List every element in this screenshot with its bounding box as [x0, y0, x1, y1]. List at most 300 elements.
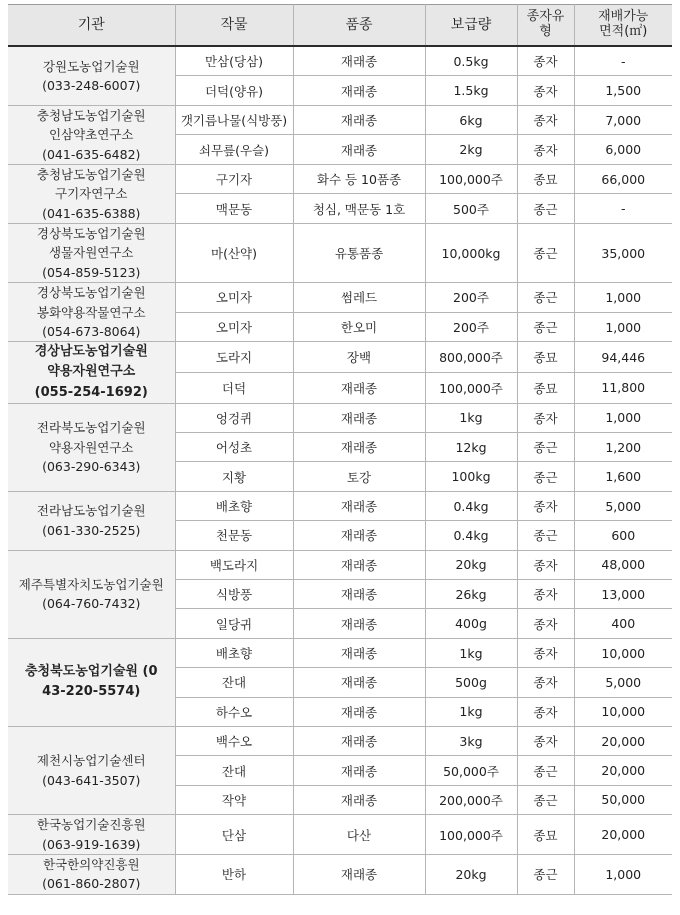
type-cell — [517, 854, 574, 894]
org-line: 경상북도농업기술원 — [36, 226, 146, 242]
type-cell — [517, 403, 574, 432]
crop-cell-text: 단삼 — [221, 827, 247, 843]
amount-cell-text: 20kg — [455, 866, 487, 882]
crop-cell — [175, 372, 293, 403]
amount-cell — [425, 135, 517, 165]
crop-cell-text: 더덕(양유) — [204, 83, 264, 99]
variety-cell — [293, 550, 425, 579]
type-cell — [517, 550, 574, 579]
org-cell — [8, 854, 175, 894]
org-line: 약용자원연구소 — [48, 439, 134, 455]
org-line: 제천시농업기술센터 — [36, 753, 146, 769]
org-line: 전라북도농업기술원 — [36, 420, 146, 436]
org-line: (055-254-1692) — [34, 384, 148, 400]
area-cell — [574, 580, 672, 609]
crop-cell — [175, 194, 293, 224]
area-cell — [574, 491, 672, 520]
type-cell-text: 종근 — [533, 528, 558, 544]
org-cell — [8, 550, 175, 638]
amount-cell — [425, 580, 517, 609]
variety-cell-text: 재래종 — [340, 557, 378, 573]
variety-cell-text: 재래종 — [340, 763, 378, 779]
crop-cell-text: 마(산약) — [211, 246, 257, 262]
area-cell-text: 5,000 — [605, 498, 642, 514]
amount-cell — [425, 638, 517, 667]
type-cell-text: 종자 — [533, 587, 558, 603]
type-cell — [517, 135, 574, 165]
type-cell-text: 종묘 — [533, 350, 558, 366]
variety-cell — [293, 756, 425, 785]
area-cell — [574, 312, 672, 342]
variety-cell — [293, 609, 425, 638]
header-variety: 품종 — [293, 5, 425, 47]
area-cell-text: 50,000 — [601, 792, 646, 808]
table-row — [8, 46, 672, 76]
type-cell — [517, 521, 574, 550]
type-cell-text: 종근 — [533, 763, 558, 779]
type-cell-text: 종근 — [533, 867, 558, 883]
crop-cell-text: 잔대 — [221, 675, 247, 691]
type-cell-text: 종근 — [533, 246, 558, 262]
header-amount: 보급량 — [425, 5, 517, 47]
crop-cell — [175, 785, 293, 814]
table-row — [8, 342, 672, 373]
crop-cell — [175, 815, 293, 855]
org-line: 경상북도농업기술원 — [36, 285, 146, 301]
variety-cell — [293, 580, 425, 609]
amount-cell — [425, 342, 517, 373]
variety-cell — [293, 785, 425, 814]
variety-cell — [293, 46, 425, 76]
area-cell — [574, 727, 672, 756]
type-cell — [517, 697, 574, 726]
amount-cell — [425, 727, 517, 756]
type-cell-text: 종자 — [533, 499, 558, 515]
area-cell-text: 600 — [611, 527, 636, 543]
crop-cell — [175, 312, 293, 342]
crop-cell — [175, 283, 293, 313]
crop-cell-text: 구기자 — [215, 172, 253, 188]
area-cell-text: 10,000 — [601, 704, 646, 720]
area-cell-text: 1,000 — [605, 289, 642, 305]
area-cell — [574, 521, 672, 550]
crop-cell — [175, 727, 293, 756]
org-line: 충청남도농업기술원 — [36, 166, 146, 182]
crop-cell — [175, 609, 293, 638]
crop-cell-text: 오미자 — [215, 290, 253, 306]
amount-cell-text: 0.5kg — [453, 53, 489, 69]
variety-cell-text: 재래종 — [340, 646, 378, 662]
area-cell — [574, 785, 672, 814]
crop-cell-text: 더덕 — [221, 380, 247, 396]
area-cell-text: 1,200 — [605, 439, 642, 455]
variety-cell-text: 재래종 — [340, 410, 378, 426]
area-cell-text: 10,000 — [601, 645, 646, 661]
amount-cell — [425, 224, 517, 283]
crop-cell — [175, 491, 293, 520]
org-cell — [8, 638, 175, 726]
area-cell — [574, 697, 672, 726]
table-row — [8, 854, 672, 894]
crop-cell — [175, 105, 293, 135]
crop-cell-text: 식방풍 — [215, 587, 253, 603]
area-cell-text: 1,000 — [605, 410, 642, 426]
type-cell — [517, 580, 574, 609]
variety-cell — [293, 697, 425, 726]
amount-cell-text: 100kg — [451, 469, 491, 485]
variety-cell — [293, 283, 425, 313]
org-line: (063-919-1639) — [42, 836, 141, 852]
variety-cell — [293, 638, 425, 667]
crop-cell-text: 지황 — [221, 469, 247, 485]
variety-cell-text: 재래종 — [340, 113, 378, 129]
area-cell-text: 20,000 — [601, 763, 646, 779]
area-cell-text: 5,000 — [605, 674, 642, 690]
org-cell — [8, 46, 175, 105]
variety-cell-text: 재래종 — [340, 499, 378, 515]
org-line: (064-760-7432) — [42, 596, 141, 612]
amount-cell — [425, 433, 517, 462]
variety-cell — [293, 668, 425, 697]
amount-cell-text: 3kg — [459, 733, 483, 749]
crop-cell — [175, 638, 293, 667]
variety-cell-text: 재래종 — [340, 792, 378, 808]
crop-cell — [175, 224, 293, 283]
org-line: 구기자연구소 — [55, 186, 128, 202]
area-cell — [574, 372, 672, 403]
amount-cell-text: 0.4kg — [453, 527, 489, 543]
variety-cell-text: 다산 — [346, 827, 372, 843]
area-cell-text: 48,000 — [601, 557, 646, 573]
org-line: 전라남도농업기술원 — [36, 503, 146, 519]
type-cell — [517, 491, 574, 520]
variety-cell — [293, 224, 425, 283]
header-crop: 작물 — [175, 5, 293, 47]
type-cell — [517, 283, 574, 313]
area-cell — [574, 342, 672, 373]
type-cell — [517, 815, 574, 855]
crop-cell — [175, 697, 293, 726]
crop-cell — [175, 668, 293, 697]
area-cell-text: 1,000 — [605, 866, 642, 882]
amount-cell — [425, 785, 517, 814]
amount-cell-text: 400g — [455, 616, 487, 632]
crop-cell-text: 배초향 — [215, 499, 253, 515]
org-line: (054-673-8064) — [42, 323, 141, 339]
amount-cell — [425, 697, 517, 726]
crop-cell — [175, 433, 293, 462]
type-cell — [517, 668, 574, 697]
type-cell-text: 종자 — [533, 410, 558, 426]
area-cell — [574, 462, 672, 491]
org-line: (061-330-2525) — [42, 522, 141, 538]
amount-cell — [425, 521, 517, 550]
crop-cell-text: 백수오 — [215, 734, 253, 750]
variety-cell-text: 재래종 — [340, 616, 378, 632]
variety-cell-text: 장백 — [346, 350, 372, 366]
crop-cell-text: 배초향 — [215, 646, 253, 662]
amount-cell-text: 26kg — [455, 586, 487, 602]
variety-cell — [293, 342, 425, 373]
area-cell — [574, 194, 672, 224]
crop-cell-text: 맥문동 — [215, 201, 253, 217]
type-cell — [517, 785, 574, 814]
org-cell — [8, 815, 175, 855]
table-row — [8, 164, 672, 194]
org-line: 43-220-5574) — [42, 684, 141, 700]
org-line: 한국농업기술진흥원 — [36, 817, 146, 833]
org-cell — [8, 727, 175, 815]
amount-cell-text: 100,000주 — [439, 827, 503, 843]
amount-cell — [425, 76, 517, 105]
amount-cell-text: 200주 — [453, 320, 489, 335]
org-line: 생물자원연구소 — [48, 245, 134, 261]
variety-cell — [293, 854, 425, 894]
org-line: (054-859-5123) — [42, 264, 141, 280]
crop-cell-text: 어성초 — [215, 440, 253, 456]
table-row — [8, 815, 672, 855]
amount-cell-text: 20kg — [455, 557, 487, 573]
variety-cell-text: 재래종 — [340, 734, 378, 750]
area-cell — [574, 164, 672, 194]
org-line: 경상남도농업기술원 — [34, 344, 148, 360]
area-cell-text: 13,000 — [601, 586, 646, 602]
type-cell-text: 종근 — [533, 290, 558, 306]
type-cell-text: 종근 — [533, 792, 558, 808]
variety-cell — [293, 491, 425, 520]
type-cell — [517, 372, 574, 403]
type-cell — [517, 609, 574, 638]
type-cell-text: 종묘 — [533, 172, 558, 188]
amount-cell-text: 6kg — [459, 112, 483, 128]
area-cell-text: 94,446 — [601, 349, 646, 365]
variety-cell-text: 재래종 — [340, 142, 378, 158]
crop-cell-text: 만삼(당삼) — [204, 54, 264, 70]
area-cell-text: 400 — [611, 616, 636, 632]
table-row — [8, 224, 672, 283]
variety-cell-text: 재래종 — [340, 380, 378, 396]
type-cell-text: 종묘 — [533, 380, 558, 396]
variety-cell — [293, 403, 425, 432]
org-cell — [8, 283, 175, 342]
table-row — [8, 403, 672, 432]
org-line: (041-635-6388) — [42, 205, 141, 221]
crop-cell — [175, 854, 293, 894]
org-cell — [8, 105, 175, 164]
crop-cell-text: 일당귀 — [215, 616, 253, 632]
amount-cell — [425, 491, 517, 520]
variety-cell — [293, 433, 425, 462]
amount-cell — [425, 194, 517, 224]
org-line: (041-635-6482) — [42, 146, 141, 162]
variety-cell-text: 화수 등 10품종 — [316, 172, 402, 188]
type-cell-text: 종자 — [533, 675, 558, 691]
variety-cell-text: 재래종 — [340, 83, 378, 99]
org-line: (043-641-3507) — [42, 772, 141, 788]
variety-cell — [293, 727, 425, 756]
area-cell-text: 1,600 — [605, 469, 642, 485]
type-cell — [517, 342, 574, 373]
crop-cell-text: 백도라지 — [209, 557, 259, 573]
type-cell-text: 종자 — [533, 142, 558, 158]
table-row — [8, 638, 672, 667]
area-cell-text: 1,500 — [605, 83, 642, 99]
org-line: (063-290-6343) — [42, 458, 141, 474]
org-cell — [8, 224, 175, 283]
area-cell-text: 7,000 — [605, 112, 642, 128]
type-cell-text: 종자 — [533, 704, 558, 720]
type-cell-text: 종근 — [533, 201, 558, 217]
crop-cell — [175, 46, 293, 76]
type-cell-text: 종자 — [533, 54, 558, 70]
seed-distribution-table — [8, 4, 672, 895]
area-cell — [574, 854, 672, 894]
area-cell — [574, 224, 672, 283]
org-line: (033-248-6007) — [42, 77, 141, 93]
variety-cell-text: 썸레드 — [340, 290, 378, 306]
variety-cell — [293, 194, 425, 224]
type-cell-text: 종근 — [533, 440, 558, 456]
amount-cell-text: 1kg — [459, 645, 483, 661]
type-cell — [517, 312, 574, 342]
crop-cell — [175, 580, 293, 609]
crop-cell-text: 쇠무릎(우슬) — [198, 142, 270, 158]
header-area: 재배가능 면적(㎡) — [574, 5, 672, 47]
org-line: (061-860-2807) — [42, 876, 141, 892]
variety-cell-text: 재래종 — [340, 528, 378, 544]
variety-cell-text: 재래종 — [340, 704, 378, 720]
variety-cell-text: 재래종 — [340, 675, 378, 691]
amount-cell-text: 0.4kg — [453, 498, 489, 514]
crop-cell — [175, 342, 293, 373]
variety-cell-text: 재래종 — [340, 867, 378, 883]
amount-cell-text: 200주 — [453, 290, 489, 306]
amount-cell — [425, 609, 517, 638]
area-cell — [574, 46, 672, 76]
type-cell — [517, 433, 574, 462]
variety-cell-text: 한오미 — [340, 320, 378, 335]
amount-cell-text: 200,000주 — [439, 792, 503, 808]
area-cell-text: - — [620, 201, 626, 217]
amount-cell — [425, 372, 517, 403]
type-cell — [517, 46, 574, 76]
org-line: 강원도농업기술원 — [42, 58, 140, 74]
area-cell-text: 20,000 — [601, 733, 646, 749]
variety-cell-text: 재래종 — [340, 440, 378, 456]
amount-cell — [425, 462, 517, 491]
area-cell — [574, 403, 672, 432]
crop-cell — [175, 135, 293, 165]
amount-cell — [425, 283, 517, 313]
type-cell-text: 종자 — [533, 646, 558, 662]
org-line: 충청북도농업기술원 (0 — [24, 664, 158, 680]
variety-cell-text: 유통품종 — [334, 246, 384, 262]
table-row — [8, 550, 672, 579]
crop-cell — [175, 403, 293, 432]
type-cell-text: 종근 — [533, 320, 558, 335]
type-cell-text: 종자 — [533, 734, 558, 750]
crop-cell-text: 도라지 — [215, 350, 253, 366]
variety-cell — [293, 312, 425, 342]
area-cell — [574, 756, 672, 785]
table-row — [8, 105, 672, 135]
crop-cell-text: 하수오 — [215, 704, 253, 720]
crop-cell-text: 엉겅퀴 — [215, 410, 253, 426]
crop-cell — [175, 462, 293, 491]
type-cell — [517, 638, 574, 667]
area-cell-text: - — [620, 53, 626, 69]
amount-cell — [425, 105, 517, 135]
area-cell — [574, 105, 672, 135]
amount-cell-text: 1kg — [459, 410, 483, 426]
variety-cell — [293, 462, 425, 491]
amount-cell — [425, 46, 517, 76]
variety-cell — [293, 372, 425, 403]
amount-cell — [425, 550, 517, 579]
type-cell-text: 종자 — [533, 616, 558, 632]
area-cell-text: 35,000 — [601, 245, 646, 261]
type-cell-text: 종자 — [533, 113, 558, 129]
area-cell — [574, 815, 672, 855]
variety-cell — [293, 105, 425, 135]
amount-cell — [425, 815, 517, 855]
org-line: 제주특별자치도농업기술원 — [18, 576, 164, 592]
area-cell — [574, 135, 672, 165]
org-line: 충청남도농업기술원 — [36, 107, 146, 123]
amount-cell-text: 10,000kg — [441, 245, 501, 261]
org-cell — [8, 164, 175, 223]
variety-cell-text: 토강 — [346, 469, 372, 485]
org-cell — [8, 491, 175, 550]
area-cell — [574, 638, 672, 667]
header-org: 기관 — [8, 5, 175, 47]
type-cell-text: 종묘 — [533, 827, 558, 843]
org-line: 약용자원연구소 — [47, 364, 136, 380]
area-cell — [574, 433, 672, 462]
amount-cell — [425, 164, 517, 194]
amount-cell — [425, 668, 517, 697]
table-row — [8, 283, 672, 313]
table-row — [8, 491, 672, 520]
type-cell — [517, 164, 574, 194]
crop-cell — [175, 550, 293, 579]
variety-cell — [293, 135, 425, 165]
amount-cell — [425, 403, 517, 432]
amount-cell-text: 1kg — [459, 704, 483, 720]
area-cell-text: 6,000 — [605, 142, 642, 158]
type-cell — [517, 727, 574, 756]
area-cell-text: 66,000 — [601, 171, 646, 187]
amount-cell-text: 50,000주 — [443, 763, 499, 779]
org-line: 인삼약초연구소 — [48, 127, 134, 143]
amount-cell-text: 500주 — [453, 201, 489, 217]
variety-cell — [293, 521, 425, 550]
amount-cell-text: 100,000주 — [439, 380, 503, 396]
amount-cell-text: 2kg — [459, 142, 483, 158]
area-cell — [574, 668, 672, 697]
crop-cell — [175, 164, 293, 194]
type-cell — [517, 224, 574, 283]
table-row — [8, 727, 672, 756]
area-cell-text: 20,000 — [601, 827, 646, 843]
amount-cell-text: 800,000주 — [439, 350, 503, 366]
type-cell — [517, 462, 574, 491]
amount-cell-text: 12kg — [455, 439, 487, 455]
org-line: 봉화약용작물연구소 — [36, 304, 146, 320]
crop-cell — [175, 756, 293, 785]
area-cell — [574, 550, 672, 579]
header-row — [8, 5, 672, 47]
